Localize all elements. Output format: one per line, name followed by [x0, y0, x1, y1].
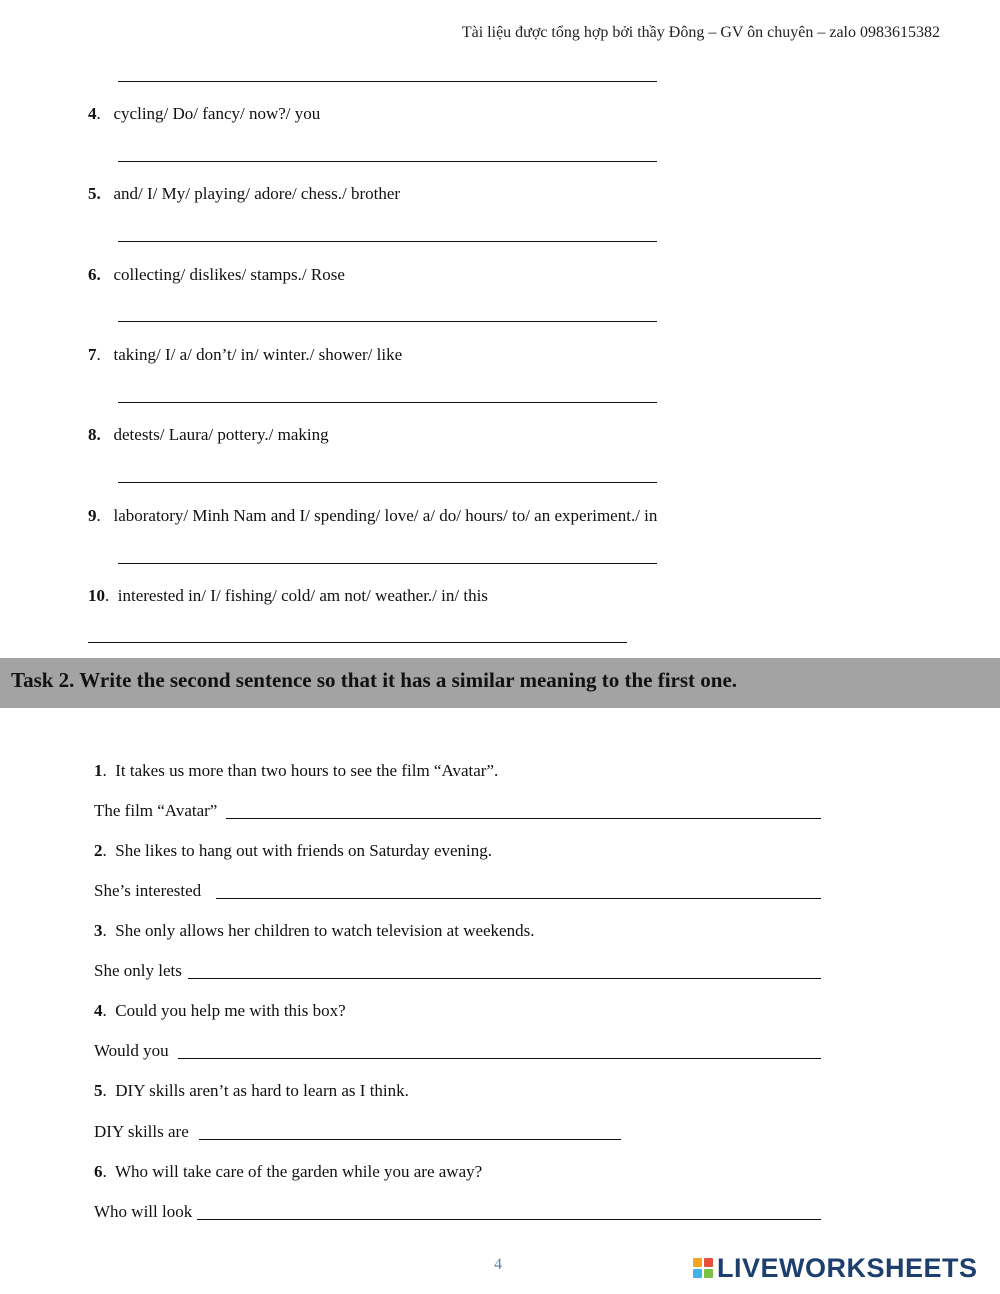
item-number: 2 [94, 841, 103, 860]
item-number: 5 [94, 1081, 103, 1100]
task1-item-4: 4. cycling/ Do/ fancy/ now?/ you [88, 104, 321, 123]
answer-line-3[interactable] [118, 81, 657, 82]
answer-line-5[interactable] [118, 241, 657, 242]
task2-answer-line-2[interactable] [216, 898, 821, 899]
item-number: 6. [88, 265, 101, 284]
logo-square-2 [704, 1258, 713, 1267]
page-number: 4 [494, 1256, 502, 1273]
logo-square-3 [693, 1269, 702, 1278]
answer-line-8[interactable] [118, 482, 657, 483]
item-number: 7 [88, 345, 97, 364]
liveworksheets-logo[interactable] [693, 1253, 978, 1283]
task2-answer-line-4[interactable] [178, 1058, 821, 1059]
task2-answer-line-1[interactable] [226, 818, 821, 819]
item-number: 5. [88, 184, 101, 203]
task2-item-5-answer-start: DIY skills are [94, 1122, 189, 1141]
task1-item-6 [88, 265, 345, 285]
answer-line-10[interactable] [88, 642, 627, 643]
task2-item-2-prompt: 2. She likes to hang out with friends on Saturday evening. [94, 841, 493, 860]
task1-item-5 [88, 184, 400, 204]
task2-item-6-prompt: 6. Who will take care of the garden while you are away? [94, 1162, 483, 1181]
item-words: collecting/ dislikes/ stamps./ Rose [113, 265, 345, 284]
answer-line-6[interactable] [118, 321, 657, 322]
task2-item-1-answer-start: The film “Avatar” [94, 801, 218, 820]
answer-line-4[interactable] [118, 161, 657, 162]
item-number: 9 [88, 506, 97, 525]
item-number: 4 [94, 1001, 103, 1020]
item-number: 8. [88, 425, 101, 444]
task2-answer-line-6[interactable] [197, 1219, 821, 1220]
task2-answer-line-5[interactable] [199, 1139, 621, 1140]
item-number: 3 [94, 921, 103, 940]
task2-header-bar [0, 658, 1000, 708]
logo-square-4 [704, 1269, 713, 1278]
item-number: 6 [94, 1162, 103, 1181]
answer-line-9[interactable] [118, 563, 657, 564]
task2-item-4-answer-start: Would you [94, 1041, 169, 1060]
item-number: 4 [88, 104, 97, 123]
task1-item-10: 10. interested in/ I/ fishing/ cold/ am not/ weather./ in/ this [88, 586, 488, 605]
item-number: 1 [94, 761, 103, 780]
item-number: 10 [88, 586, 105, 605]
item-words: taking/ I/ a/ don’t/ in/ winter./ shower/ like [113, 345, 403, 364]
task2-item-4-prompt: 4. Could you help me with this box? [94, 1001, 346, 1020]
task2-item-1-prompt: 1. It takes us more than two hours to see the film “Avatar”. [94, 761, 499, 780]
task2-answer-line-3[interactable] [188, 978, 821, 979]
item-words: laboratory/ Minh Nam and I/ spending/ love/ a/ do/ hours/ to/ an experiment./ in [113, 506, 658, 525]
task1-item-7: 7. taking/ I/ a/ don’t/ in/ winter./ shower/ like [88, 345, 403, 364]
task2-item-3-prompt: 3. She only allows her children to watch television at weekends. [94, 921, 535, 940]
item-words: and/ I/ My/ playing/ adore/ chess./ brother [113, 184, 401, 203]
item-words: interested in/ I/ fishing/ cold/ am not/ weather./ in/ this [117, 586, 488, 605]
task1-item-8 [88, 425, 329, 445]
task1-item-9: 9. laboratory/ Minh Nam and I/ spending/ love/ a/ do/ hours/ to/ an experiment./ in [88, 506, 658, 525]
logo-square-1 [693, 1258, 702, 1267]
logo-text: LIVEWORKSHEETS [717, 1252, 978, 1283]
answer-line-7[interactable] [118, 402, 657, 403]
task2-item-5-prompt: 5. DIY skills aren’t as hard to learn as I think. [94, 1081, 409, 1100]
header-note: Tài liệu được tổng hợp bởi thầy Đông – GV ôn chuyên – zalo 0983615382 [461, 24, 940, 41]
task2-item-3-answer-start: She only lets [94, 961, 182, 980]
task2-item-2-answer-start: She’s interested [94, 881, 202, 900]
task2-title: Task 2. Write the second sentence so that it has a similar meaning to the first one. [11, 668, 738, 692]
liveworksheets-logo-icon [693, 1258, 713, 1278]
item-words: detests/ Laura/ pottery./ making [113, 425, 329, 444]
item-words: cycling/ Do/ fancy/ now?/ you [113, 104, 321, 123]
task2-item-6-answer-start: Who will look [94, 1202, 193, 1221]
